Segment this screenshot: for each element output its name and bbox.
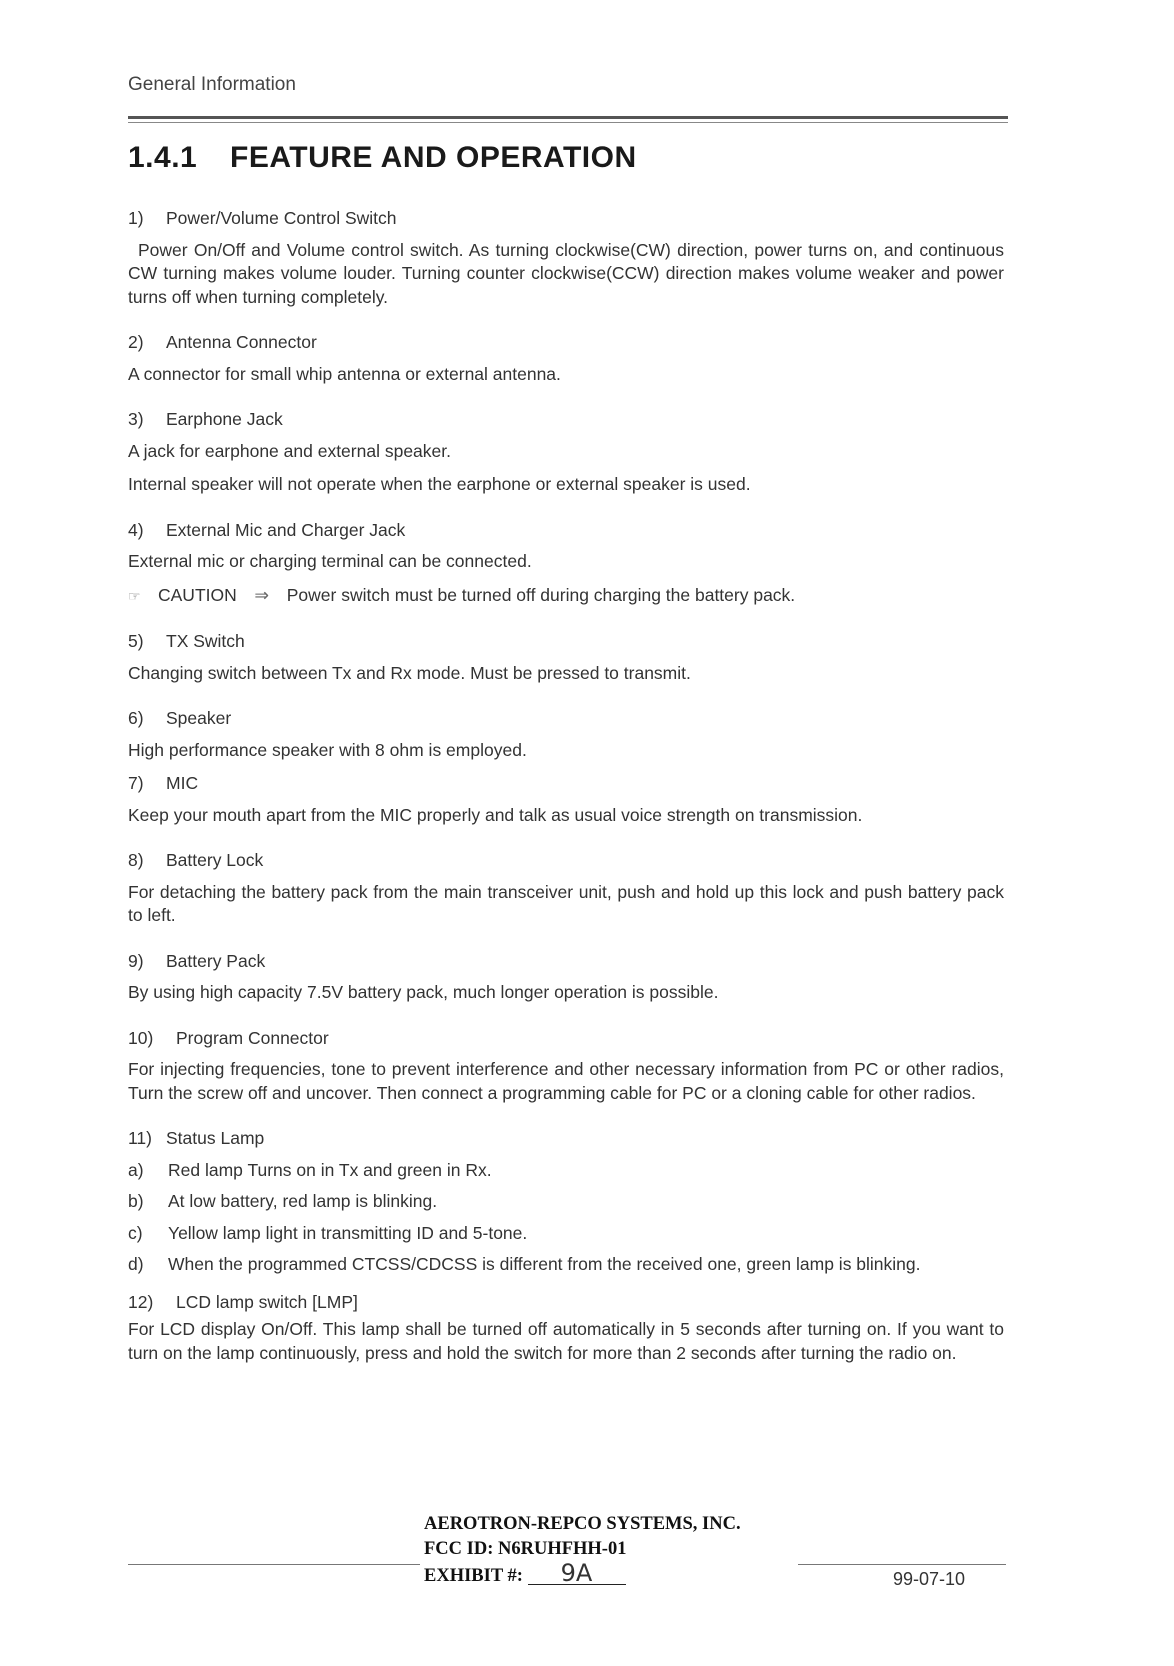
item-title: Earphone Jack xyxy=(166,409,283,429)
footer-rule-right xyxy=(798,1564,1006,1565)
caution-text: Power switch must be turned off during charging the battery pack. xyxy=(286,584,796,605)
item-heading xyxy=(128,1027,1004,1051)
exhibit-line xyxy=(424,1559,741,1589)
sub-item xyxy=(128,1159,1004,1183)
header-rule-thin xyxy=(128,122,1008,123)
item-heading xyxy=(128,772,1004,796)
item-title: Battery Pack xyxy=(166,950,266,971)
running-head: General Information xyxy=(128,74,296,95)
item-title: External Mic and Charger Jack xyxy=(166,519,406,540)
item-heading xyxy=(128,519,1004,543)
item-number: 5) xyxy=(128,631,144,651)
item-text: A connector for small whip antenna or external antenna. xyxy=(128,363,561,384)
fcc-id-label: FCC ID: xyxy=(424,1539,494,1559)
item-title: MIC xyxy=(166,773,199,793)
item-text: High performance speaker with 8 ohm is employed. xyxy=(128,739,527,760)
item-number: 1) xyxy=(128,208,144,228)
item-title: Power/Volume Control Switch xyxy=(166,208,397,228)
item-heading xyxy=(128,707,1004,731)
item-text: Changing switch between Tx and Rx mode. Must be pressed to transmit. xyxy=(128,662,691,683)
item-text: Keep your mouth apart from the MIC properly and talk as usual voice strength on transmission. xyxy=(128,804,863,825)
pointing-hand-icon: ☞ xyxy=(128,587,141,604)
item-number: 11) xyxy=(128,1128,152,1148)
sub-item-text: At low battery, red lamp is blinking. xyxy=(168,1191,438,1211)
item-number: 2) xyxy=(128,332,144,352)
item-heading xyxy=(128,849,1004,873)
item-heading xyxy=(128,630,1004,654)
company-name: AEROTRON-REPCO SYSTEMS, INC. xyxy=(424,1514,741,1534)
sub-item-label: c) xyxy=(128,1222,143,1243)
item-text: For LCD display On/Off. This lamp shall be turned off automatically in 5 seconds after turning on. If you want to turn on the lamp continuously, press and hold the switch for more than 2 seconds after turning the radio on. xyxy=(128,1319,1004,1363)
sub-item-label: a) xyxy=(128,1159,144,1180)
exhibit-label: EXHIBIT #: xyxy=(424,1566,523,1586)
section-title: FEATURE AND OPERATION xyxy=(230,141,637,174)
item-text: Internal speaker will not operate when the earphone or external speaker is used. xyxy=(128,474,751,494)
item-heading xyxy=(128,1127,1004,1151)
item-number: 4) xyxy=(128,519,144,540)
right-arrow-icon: ⇒ xyxy=(254,584,270,605)
item-title: Program Connector xyxy=(176,1027,329,1048)
item-text: A jack for earphone and external speaker. xyxy=(128,440,451,461)
section-heading xyxy=(128,141,637,175)
item-text: Power On/Off and Volume control switch. As turning clockwise(CW) direction, power turns on, and continuous CW turning makes volume louder. Turning counter clockwise(CCW) direction makes volume weaker and power turns off when turning completely. xyxy=(128,239,1004,307)
item-title: TX Switch xyxy=(166,631,245,651)
exhibit-number: 9A xyxy=(528,1562,626,1585)
item-title: Status Lamp xyxy=(166,1128,265,1148)
caution-note xyxy=(128,584,1004,609)
header-rule xyxy=(128,116,1008,119)
sub-item-label: d) xyxy=(128,1254,144,1274)
item-heading xyxy=(128,1291,1004,1315)
sub-item-text: Yellow lamp light in transmitting ID and 5-tone. xyxy=(168,1222,528,1243)
sub-item-label: b) xyxy=(128,1191,144,1211)
item-number: 8) xyxy=(128,850,144,870)
caution-label: CAUTION xyxy=(158,584,237,605)
item-number: 10) xyxy=(128,1027,154,1048)
item-number: 7) xyxy=(128,773,144,793)
sub-item-text: Red lamp Turns on in Tx and green in Rx. xyxy=(168,1159,492,1180)
sub-item xyxy=(128,1190,1004,1214)
item-heading xyxy=(128,331,1004,355)
sub-item xyxy=(128,1222,1004,1246)
fcc-id-value: N6RUHFHH-01 xyxy=(498,1539,627,1559)
item-number: 9) xyxy=(128,950,144,971)
item-title: Antenna Connector xyxy=(166,332,317,352)
item-number: 6) xyxy=(128,708,144,728)
item-text: For detaching the battery pack from the main transceiver unit, push and hold up this lock and push battery pack to left. xyxy=(128,881,1004,925)
item-title: LCD lamp switch [LMP] xyxy=(176,1291,358,1312)
item-heading xyxy=(128,207,1004,231)
item-number: 3) xyxy=(128,409,144,429)
sub-item-text: When the programmed CTCSS/CDCSS is different from the received one, green lamp is blinking. xyxy=(168,1254,921,1274)
item-title: Battery Lock xyxy=(166,850,264,870)
item-heading xyxy=(128,950,1004,974)
exhibit-stamp xyxy=(424,1512,741,1589)
footer-rule-left xyxy=(128,1564,420,1565)
document-body xyxy=(128,207,1004,1387)
item-text: External mic or charging terminal can be connected. xyxy=(128,551,532,571)
document-date: 99-07-10 xyxy=(893,1569,966,1589)
item-text: By using high capacity 7.5V battery pack, much longer operation is possible. xyxy=(128,982,719,1002)
item-text: For injecting frequencies, tone to prevent interference and other necessary information from PC or other radios, Turn the screw off and uncover. Then connect a programming cable for PC or a cloning cable for other radios. xyxy=(128,1059,1004,1103)
sub-item xyxy=(128,1253,1004,1277)
item-number: 12) xyxy=(128,1291,154,1312)
section-number: 1.4.1 xyxy=(128,141,198,174)
item-title: Speaker xyxy=(166,708,232,728)
item-heading xyxy=(128,408,1004,432)
